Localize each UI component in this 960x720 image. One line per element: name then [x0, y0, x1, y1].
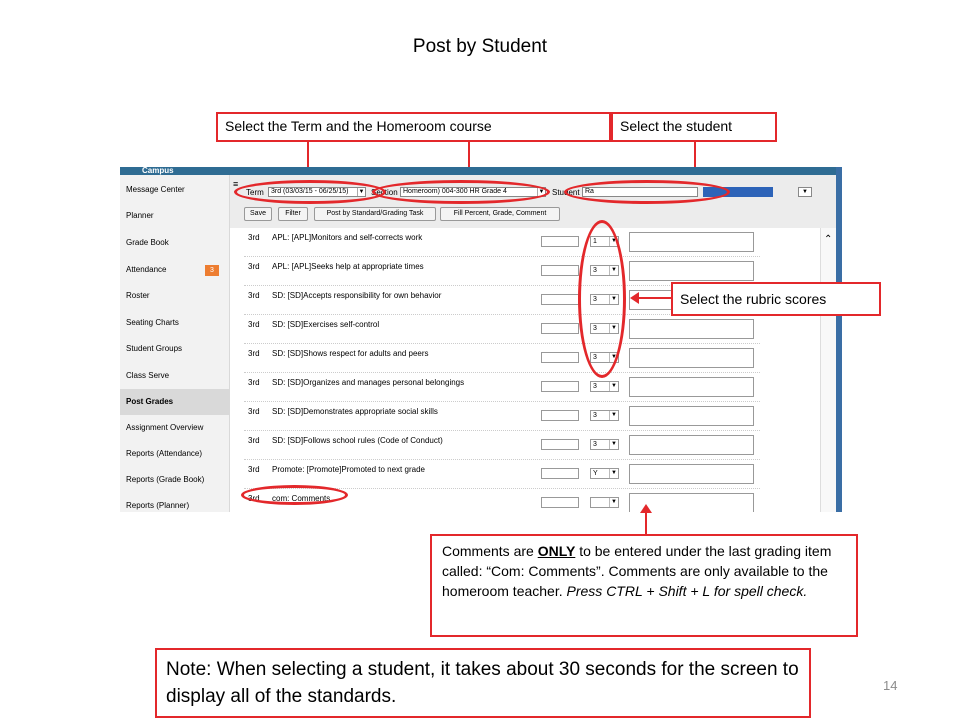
sidebar-item-attendance-label: Attendance	[126, 265, 167, 274]
page-number: 14	[883, 678, 898, 693]
table-row	[244, 315, 760, 344]
sidebar-item-grade-book[interactable]: Grade Book	[126, 238, 169, 247]
row-term: 3rd	[248, 494, 260, 503]
chevron-down-icon: ▼	[609, 469, 618, 478]
chevron-down-icon: ▼	[609, 440, 618, 449]
chevron-down-icon: ▼	[609, 266, 618, 275]
student-label: Student	[552, 188, 580, 197]
percent-input[interactable]	[541, 323, 579, 334]
sidebar-item-student-groups[interactable]: Student Groups	[126, 344, 183, 353]
sidebar	[120, 167, 230, 512]
row-standard: APL: [APL]Seeks help at appropriate times	[272, 262, 424, 271]
fill-percent-grade-comment-button[interactable]: Fill Percent, Grade, Comment	[440, 207, 560, 221]
chevron-down-icon: ▼	[802, 189, 808, 195]
callout-term-homeroom	[216, 112, 611, 142]
percent-input[interactable]	[541, 468, 579, 479]
score-value: 3	[593, 296, 597, 303]
row-term: 3rd	[248, 320, 260, 329]
filter-button[interactable]: Filter	[278, 207, 308, 221]
sidebar-item-attendance[interactable]	[120, 257, 230, 283]
score-value: 3	[593, 354, 597, 361]
comments-only-emphasis: ONLY	[537, 543, 576, 559]
chevron-down-icon: ▼	[609, 324, 618, 333]
row-term: 3rd	[248, 291, 260, 300]
chevron-down-icon: ▼	[609, 237, 618, 246]
app-header-bar	[230, 167, 842, 175]
table-row	[244, 402, 760, 431]
score-select[interactable]	[590, 410, 619, 421]
row-term: 3rd	[248, 349, 260, 358]
row-standard: SD: [SD]Demonstrates appropriate social skills	[272, 407, 438, 416]
chevron-up-icon[interactable]: ⌃	[824, 234, 833, 245]
comment-field[interactable]	[629, 348, 754, 368]
row-term: 3rd	[248, 407, 260, 416]
comments-text-1: Comments are	[442, 543, 538, 559]
highlight-oval-student	[564, 180, 730, 204]
comment-field[interactable]	[629, 406, 754, 426]
row-term: 3rd	[248, 262, 260, 271]
chevron-down-icon: ▼	[358, 189, 365, 195]
score-select[interactable]	[590, 468, 619, 479]
term-select-value: 3rd (03/03/15 - 06/25/15)	[271, 188, 349, 195]
score-value: 3	[593, 383, 597, 390]
row-term: 3rd	[248, 233, 260, 242]
note-box: Note: When selecting a student, it takes about 30 seconds for the screen to display all of the standards.	[155, 648, 811, 718]
percent-input[interactable]	[541, 410, 579, 421]
post-by-standard-button[interactable]: Post by Standard/Grading Task	[314, 207, 436, 221]
sidebar-item-planner[interactable]: Planner	[126, 211, 154, 220]
term-label: Term	[246, 188, 264, 197]
arrow-line-rubric	[638, 297, 671, 299]
percent-input[interactable]	[541, 381, 579, 392]
table-row	[244, 228, 760, 257]
sidebar-item-post-grades[interactable]: Post Grades	[120, 389, 230, 415]
app-screenshot	[120, 167, 842, 512]
highlight-oval-comments	[241, 485, 348, 505]
score-select[interactable]	[590, 381, 619, 392]
percent-input[interactable]	[541, 497, 579, 508]
sidebar-item-reports-attendance[interactable]: Reports (Attendance)	[126, 449, 203, 458]
student-select-value: Ra	[585, 188, 594, 195]
attendance-count-badge: 3	[205, 265, 219, 276]
save-button[interactable]: Save	[244, 207, 272, 221]
chevron-down-icon: ▼	[609, 498, 618, 507]
score-value: 3	[593, 441, 597, 448]
table-row	[244, 344, 760, 373]
percent-input[interactable]	[541, 439, 579, 450]
sidebar-item-seating-charts[interactable]: Seating Charts	[126, 318, 179, 327]
row-standard: SD: [SD]Follows school rules (Code of Conduct)	[272, 436, 443, 445]
row-standard: SD: [SD]Exercises self-control	[272, 320, 380, 329]
section-select-value: Homeroom) 004-300 HR Grade 4	[403, 188, 507, 195]
row-term: 3rd	[248, 465, 260, 474]
section-label: Section	[371, 188, 398, 197]
arrow-head-rubric	[630, 292, 639, 304]
callout-rubric-text: Select the rubric scores	[680, 291, 827, 307]
table-row	[244, 431, 760, 460]
table-row	[244, 373, 760, 402]
sidebar-item-reports-grade-book[interactable]: Reports (Grade Book)	[126, 475, 205, 484]
comment-field[interactable]	[629, 377, 754, 397]
score-select[interactable]	[590, 439, 619, 450]
slide-title: Post by Student	[412, 36, 548, 57]
sidebar-item-message-center[interactable]: Message Center	[126, 185, 185, 194]
comment-field[interactable]	[629, 261, 754, 281]
sidebar-item-assignment-overview[interactable]: Assignment Overview	[126, 423, 204, 432]
table-row	[244, 460, 760, 489]
score-value: 1	[593, 238, 597, 245]
callout-student-text: Select the student	[620, 118, 733, 134]
highlight-oval-term	[234, 180, 386, 204]
row-term: 3rd	[248, 378, 260, 387]
comment-field[interactable]	[629, 319, 754, 339]
menu-icon[interactable]: ≡	[233, 179, 239, 189]
callout-term-homeroom-text: Select the Term and the Homeroom course	[225, 118, 492, 134]
row-standard: SD: [SD]Accepts responsibility for own behavior	[272, 291, 442, 300]
comments-spellcheck-hint: Press CTRL + Shift + L for spell check.	[566, 583, 808, 599]
comments-text-2: to be entered under the last grading item called: “Com: Comments”. Comments are only available to the homeroom teacher.	[442, 543, 832, 599]
chevron-down-icon: ▼	[609, 295, 618, 304]
row-standard: SD: [SD]Organizes and manages personal belongings	[272, 378, 465, 387]
percent-input[interactable]	[541, 236, 579, 247]
highlight-oval-section	[372, 180, 550, 204]
comment-field[interactable]	[629, 232, 754, 252]
score-value: 3	[593, 412, 597, 419]
score-value: Y	[593, 470, 598, 477]
sidebar-item-roster[interactable]: Roster	[126, 291, 150, 300]
chevron-down-icon: ▼	[609, 353, 618, 362]
score-value: 3	[593, 325, 597, 332]
sidebar-item-reports-planner[interactable]: Reports (Planner)	[126, 501, 190, 510]
row-standard: Promote: [Promote]Promoted to next grade	[272, 465, 425, 474]
sidebar-item-class-serve[interactable]: Class Serve	[126, 371, 170, 380]
row-standard: SD: [SD]Shows respect for adults and peers	[272, 349, 429, 358]
brand-header: Campus	[120, 167, 230, 175]
highlight-oval-rubric	[578, 220, 626, 378]
chevron-down-icon: ▼	[609, 382, 618, 391]
comment-field[interactable]	[629, 464, 754, 484]
comment-field[interactable]	[629, 435, 754, 455]
percent-input[interactable]	[541, 265, 579, 276]
callout-comments	[430, 534, 858, 637]
callout-rubric	[671, 282, 881, 316]
chevron-down-icon: ▼	[538, 189, 545, 195]
row-standard: APL: [APL]Monitors and self-corrects work	[272, 233, 423, 242]
callout-student	[611, 112, 777, 142]
standards-list	[244, 228, 760, 512]
chevron-down-icon: ▼	[609, 411, 618, 420]
score-value: 3	[593, 267, 597, 274]
percent-input[interactable]	[541, 352, 579, 363]
student-select-toggle[interactable]	[798, 187, 812, 197]
row-standard: com: Comments	[272, 494, 331, 503]
score-select[interactable]	[590, 497, 619, 508]
arrow-line-comments	[645, 512, 647, 534]
percent-input[interactable]	[541, 294, 579, 305]
window-edge	[836, 167, 842, 512]
row-term: 3rd	[248, 436, 260, 445]
